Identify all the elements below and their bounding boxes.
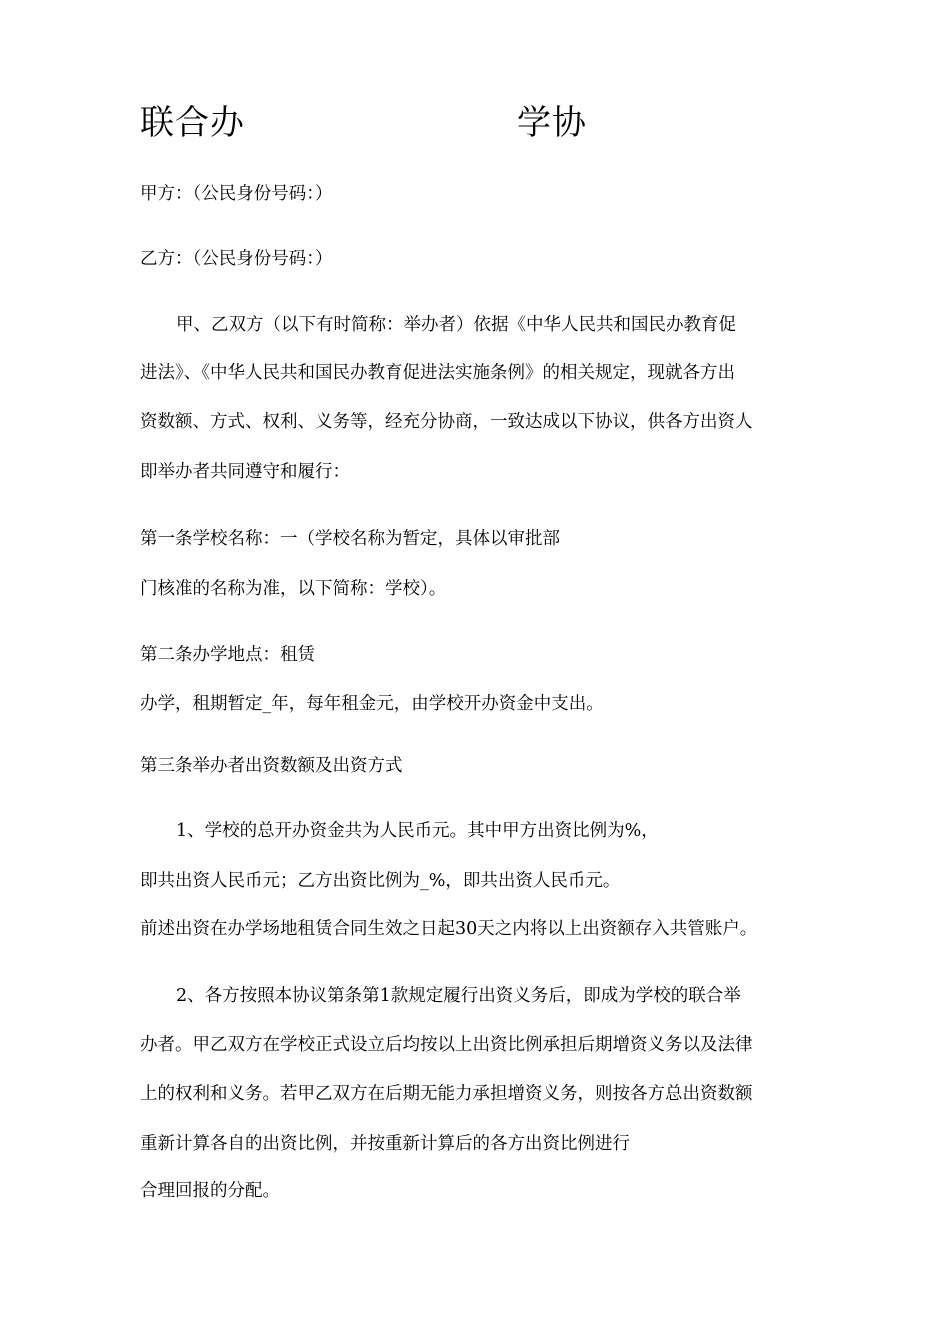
party-b-line: 乙方：（公民身份号码：） — [140, 249, 333, 269]
article-1-line: 门核准的名称为准，以下简称：学校）。 — [140, 579, 447, 599]
clause-1-line: 前述出资在办学场地租赁合同生效之日起30天之内将以上出资额存入共管账户。 — [140, 919, 758, 939]
article-2-line: 办学，租期暂定_年，每年租金元，由学校开办资金中支出。 — [140, 694, 604, 714]
article-1-line: 第一条学校名称：一（学校名称为暂定，具体以审批部 — [140, 529, 560, 549]
clause-1-line: 即共出资人民币元；乙方出资比例为_%，即共出资人民币元。 — [140, 871, 621, 891]
clause-1-line: 1、学校的总开办资金共为人民币元。其中甲方出资比例为%， — [176, 821, 659, 841]
article-3-heading: 第三条举办者出资数额及出资方式 — [140, 756, 403, 776]
clause-2-line: 合理回报的分配。 — [140, 1181, 280, 1201]
preamble-line: 甲、乙双方（以下有时简称：举办者）依据《中华人民共和国民办教育促 — [176, 315, 736, 335]
clause-2-line: 重新计算各自的出资比例，并按重新计算后的各方出资比例进行 — [140, 1134, 630, 1154]
document-title-part-1: 联合办 — [140, 103, 245, 143]
preamble-line: 资数额、方式、权利、义务等，经充分协商，一致达成以下协议，供各方出资人 — [140, 412, 753, 432]
party-a-line: 甲方：（公民身份号码：） — [140, 184, 333, 204]
preamble-line: 即举办者共同遵守和履行： — [140, 462, 350, 482]
clause-2-line: 2、各方按照本协议第条第1款规定履行出资义务后，即成为学校的联合举 — [176, 986, 741, 1006]
article-2-line: 第二条办学地点：租赁 — [140, 645, 315, 665]
document-title-part-2: 学协 — [517, 103, 587, 143]
clause-2-line: 办者。甲乙双方在学校正式设立后均按以上出资比例承担后期增资义务以及法律 — [140, 1035, 753, 1055]
preamble-line: 进法》、《中华人民共和国民办教育促进法实施条例》的相关规定，现就各方出 — [140, 363, 735, 383]
clause-2-line: 上的权利和义务。若甲乙双方在后期无能力承担增资义务，则按各方总出资数额 — [140, 1084, 753, 1104]
